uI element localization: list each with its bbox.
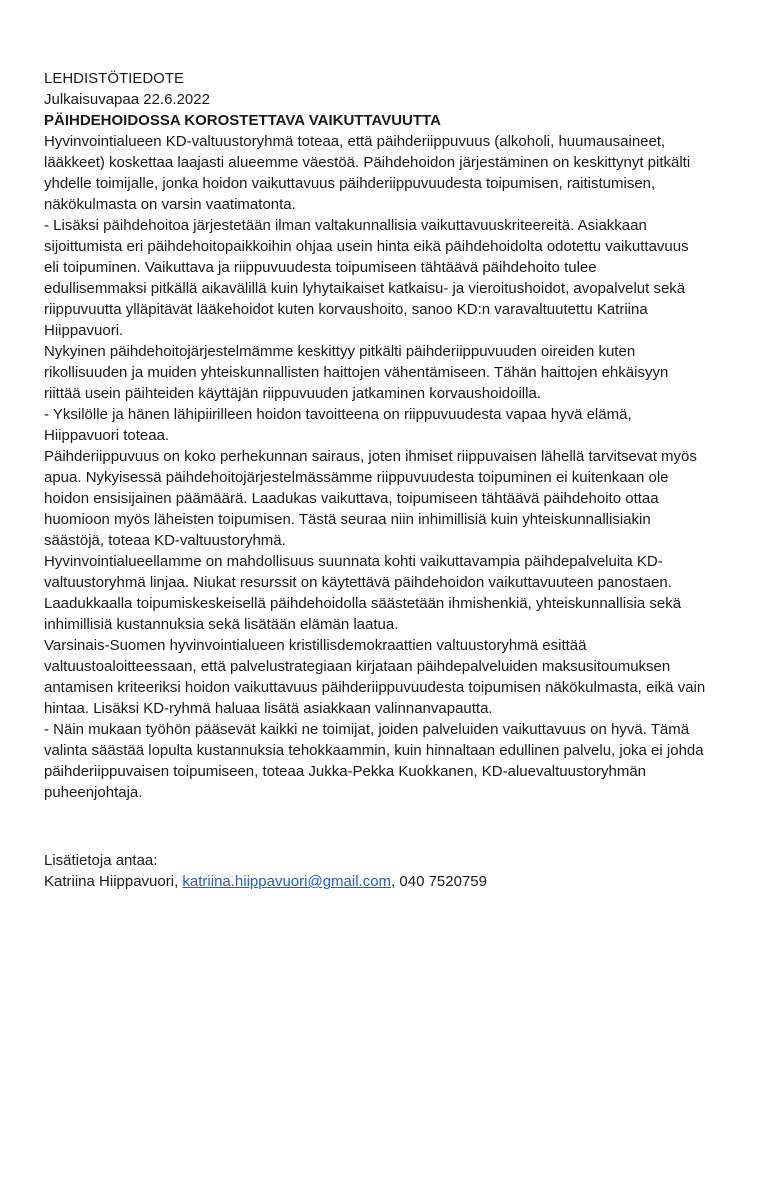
paragraph-line: valtuustoryhmä linjaa. Niukat resurssit on käytettävä päihdehoidon vaikuttavuuteen panostaen. xyxy=(44,574,672,591)
paragraph xyxy=(44,719,724,803)
paragraph-line: säästöjä, toteaa KD-valtuustoryhmä. xyxy=(44,532,286,549)
paragraph-line: - Yksilölle ja hänen lähipiirilleen hoidon tavoitteena on riippuvuudesta vapaa hyvä elämä, xyxy=(44,406,632,423)
paragraph-line: edullisemmaksi pitkällä aikavälillä kuin lyhytaikaiset katkaisu- ja vieroitushoidot, avopalvelut sekä xyxy=(44,280,686,297)
paragraph xyxy=(44,215,724,341)
paragraph-line: inhimillisiä kustannuksia sekä lisätään elämän laatua. xyxy=(44,616,399,633)
paragraph-line: Päihderiippuvuus on koko perhekunnan sairaus, joten ihmiset riippuvaisen lähellä tarvitsevat myös xyxy=(44,448,697,465)
paragraph-line: Nykyinen päihdehoitojärjestelmämme keskittyy pitkälti päihderiippuvuuden oireiden kuten xyxy=(44,343,636,360)
paragraph-line: antamisen kriteeriksi hoidon vaikuttavuus päihderiippuvuudesta toipumisen näkökulmasta, eikä vain xyxy=(44,679,706,696)
paragraph-line: näkökulmasta on varsin vaatimatonta. xyxy=(44,196,296,213)
headline: PÄIHDEHOIDOSSA KOROSTETTAVA VAIKUTTAVUUTTA xyxy=(44,112,441,129)
paragraph-line: Hiippavuori. xyxy=(44,322,124,339)
paragraph-line: huomioon myös läheisten toipumisen. Tästä seuraa niin inhimillisiä kuin yhteiskunnallisiakin xyxy=(44,511,651,528)
paragraph-line: apua. Nykyisessä päihdehoitojärjestelmässämme riippuvuudesta toipuminen ei kuitenkaan ole xyxy=(44,469,669,486)
paragraph-line: sijoittumista eri päihdehoitopaikkoihin ohjaa usein hinta eikä päihdehoidolta odotettu vaikuttavuus xyxy=(44,238,689,255)
paragraph xyxy=(44,404,724,446)
paragraph-line: puheenjohtaja. xyxy=(44,784,143,801)
paragraph-line: valinta säästää lopulta kustannuksia tehokkaammin, kuin hinnaltaan edullinen palvelu, joka ei johda xyxy=(44,742,704,759)
paragraph xyxy=(44,446,724,551)
paragraph xyxy=(44,341,724,404)
body-text xyxy=(44,131,724,803)
press-release-document xyxy=(44,68,724,892)
paragraph-line: päihderiippuvaisen toipumiseen, toteaa Jukka-Pekka Kuokkanen, KD-aluevaltuustoryhmän xyxy=(44,763,647,780)
paragraph-line: valtuustoaloitteessaan, että palvelustrategiaan kirjataan päihdepalveluiden maksusitoumuksen xyxy=(44,658,671,675)
paragraph-line: Laadukkaalla toipumiskeskeisellä päihdehoidolla säästetään ihmishenkiä, yhteiskunnallisia sekä xyxy=(44,595,682,612)
paragraph-line: Hyvinvointialueen KD-valtuustoryhmä toteaa, että päihderiippuvuus (alkoholi, huumausaineet, xyxy=(44,133,666,150)
paragraph-line: Hyvinvointialueellamme on mahdollisuus suunnata kohti vaikuttavampia päihdepalveluita KD- xyxy=(44,553,663,570)
paragraph-line: eli toipuminen. Vaikuttava ja riippuvuudesta toipumiseen tähtäävä päihdehoito tulee xyxy=(44,259,597,276)
paragraph-line: hintaa. Lisäksi KD-ryhmä haluaa lisätä asiakkaan valinnanvapautta. xyxy=(44,700,493,717)
paragraph-line: lääkkeet) koskettaa laajasti alueemme väestöä. Päihdehoidon järjestäminen on keskittynyt pitkälti xyxy=(44,154,691,171)
paragraph-line: riippuvuutta ylläpitävät lääkehoidot kuten korvaushoito, sanoo KD:n varavaltuutettu Katriina xyxy=(44,301,648,318)
contact-name: Katriina Hiippavuori, xyxy=(44,873,179,890)
contact-email-link[interactable]: katriina.hiippavuori@gmail.com xyxy=(182,873,392,890)
paragraph-line: yhdelle toimijalle, jonka hoidon vaikuttavuus päihderiippuvuudesta toipumisen, raitistumisen, xyxy=(44,175,656,192)
contact-heading: Lisätietoja antaa: xyxy=(44,852,158,869)
paragraph-line: riittää usein päihteiden käyttäjän riippuvuuden jatkaminen korvaushoidoilla. xyxy=(44,385,541,402)
paragraph-line: - Näin mukaan työhön pääsevät kaikki ne toimijat, joiden palveluiden vaikuttavuus on hyvä. Tämä xyxy=(44,721,690,738)
paragraph-line: hoidon ensisijainen päämäärä. Laadukas vaikuttava, toipumiseen tähtäävä päihdehoito ottaa xyxy=(44,490,659,507)
release-date: Julkaisuvapaa 22.6.2022 xyxy=(44,91,210,108)
document-type-label: LEHDISTÖTIEDOTE xyxy=(44,70,185,87)
paragraph xyxy=(44,635,724,719)
paragraph xyxy=(44,131,724,215)
paragraph xyxy=(44,551,724,635)
paragraph-line: Hiippavuori toteaa. xyxy=(44,427,170,444)
contact-phone: , 040 7520759 xyxy=(391,873,487,890)
paragraph-line: Varsinais-Suomen hyvinvointialueen kristillisdemokraattien valtuustoryhmä esittää xyxy=(44,637,587,654)
paragraph-line: rikollisuuden ja muiden yhteiskunnallisten haittojen vähentämiseen. Tähän haittojen ehkäisyyn xyxy=(44,364,669,381)
paragraph-line: - Lisäksi päihdehoitoa järjestetään ilman valtakunnallisia vaikuttavuuskriteereitä. Asiakkaan xyxy=(44,217,647,234)
contact-line xyxy=(44,871,724,892)
